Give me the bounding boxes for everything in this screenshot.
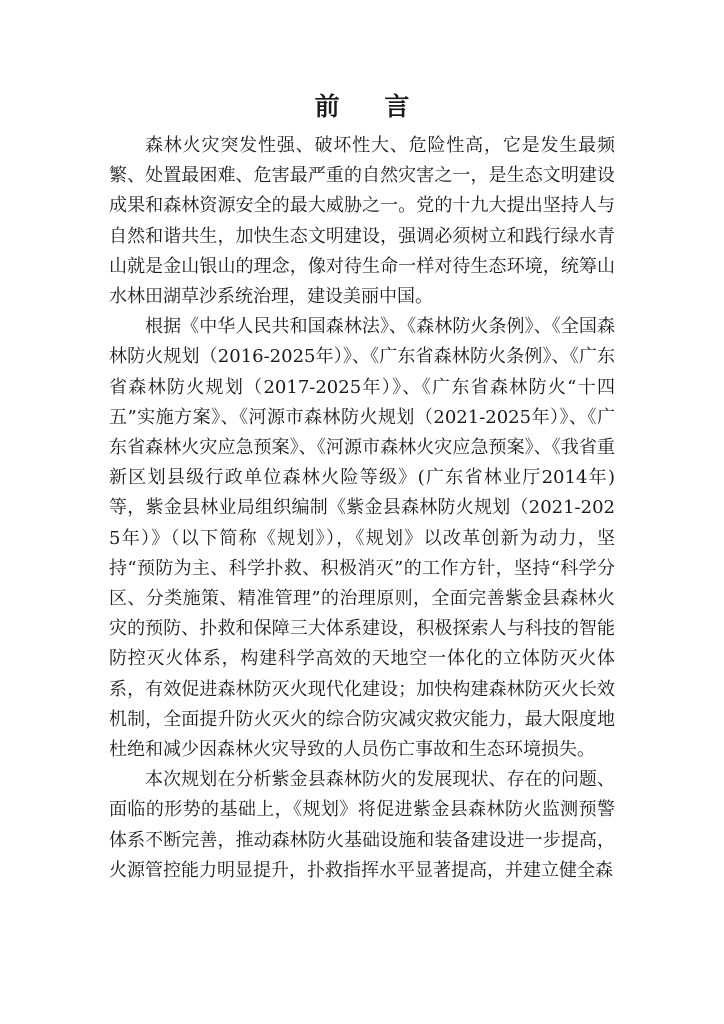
page-title: 前 言 bbox=[314, 92, 428, 121]
paragraph-2: 根据《中华人民共和国森林法》、《森林防火条例》、《全国森林防火规划（2016-2025年）》、《广东省森林防火条例》、《广东省森林防火规划（2017-2025年）》、《广东省森林防火“十四五”实施方案》、《河源市森林防火规划（2021-2025年）》、《广东省森林火灾应急预案》、《河源市森林火灾应急预案》、《我省重新区划县级行政单位森林火险等级》(广东省林业厅2014年)等，紫金县林业局组织编制《紫金县森林防火规划（2021-2025年）》（以下简称《规划》），《规划》以改革创新为动力，坚持“预防为主、科学扑救、积极消灭”的工作方针，坚持“科学分区、分类施策、精准管理”的治理原则，全面完善紫金县森林火灾的预防、扑救和保障三大体系建设，积极探索人与科技的智能防控灭火体系，构建科学高效的天地空一体化的立体防灭火体系，有效促进森林防灭火现代化建设；加快构建森林防灭火长效机制，全面提升防火灭火的综合防灾减灾救灾能力，最大限度地杜绝和减少因森林火灾导致的人员伤亡事故和生态环境损失。 bbox=[109, 316, 615, 761]
document-body bbox=[109, 131, 615, 886]
paragraph-3: 本次规划在分析紫金县森林防火的发展现状、存在的问题、面临的形势的基础上，《规划》将促进紫金县森林防火监测预警体系不断完善，推动森林防火基础设施和装备建设进一步提高，火源管控能力明显提升，扑救指挥水平显著提高，并建立健全森 bbox=[109, 769, 615, 881]
paragraph-1: 森林火灾突发性强、破坏性大、危险性高，它是发生最频繁、处置最困难、危害最严重的自然灾害之一，是生态文明建设成果和森林资源安全的最大威胁之一。党的十九大提出坚持人与自然和谐共生，加快生态文明建设，强调必须树立和践行绿水青山就是金山银山的理念，像对待生命一样对待生态环境，统筹山水林田湖草沙系统治理，建设美丽中国。 bbox=[109, 135, 615, 308]
